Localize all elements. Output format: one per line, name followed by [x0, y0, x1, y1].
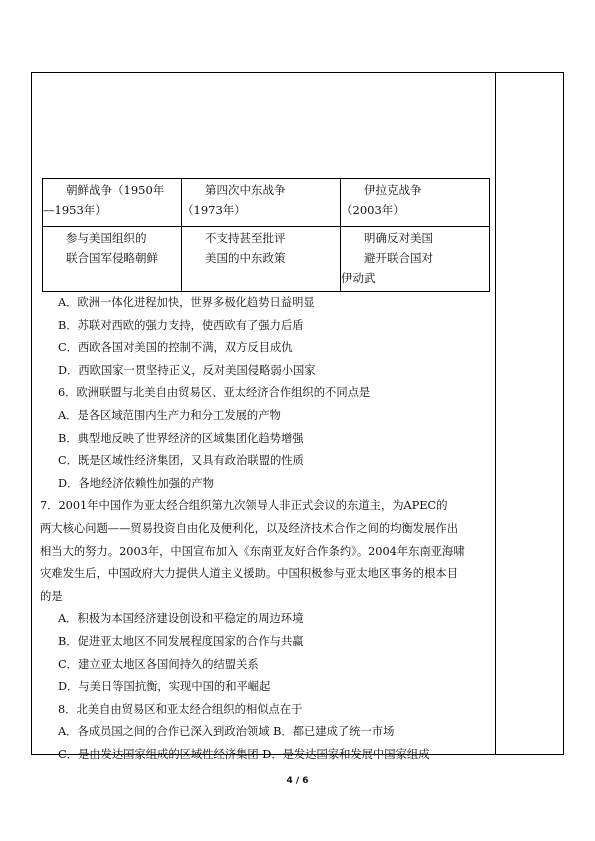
question-text — [40, 292, 492, 766]
table-body-row — [43, 227, 490, 292]
text-line: 的是 — [40, 589, 63, 603]
text-line: 两大核心问题——贸易投资自由化及便利化，以及经济技术合作之间的均衡发展作出 — [40, 521, 458, 535]
text-line: B．促进亚太地区不同发展程度国家的合作与共赢 — [58, 634, 304, 648]
text-line: D．各地经济依赖性加强的产物 — [58, 476, 214, 490]
table-cell-iraq-stance: 明确反对美国 避开联合国对 伊动武 — [341, 227, 490, 292]
text-line: A．积极为本国经济建设创设和平稳定的周边环境 — [58, 612, 304, 626]
text-line: 相当大的努力。2003年，中国宣布加入《东南亚友好合作条约》。2004年东南亚海啸 — [40, 544, 465, 558]
text-line: A．欧洲一体化进程加快，世界多极化趋势日益明显 — [58, 296, 315, 309]
table-header-row — [43, 179, 490, 227]
text-line: 8．北美自由贸易区和亚太经合组织的相似点在于 — [58, 702, 303, 716]
text-line: B．苏联对西欧的强力支持，使西欧有了强力后盾 — [58, 318, 304, 332]
table-cell-korean-war: 朝鲜战争（1950年 —1953年） — [43, 179, 182, 227]
table-cell-fourth-middle-east-war: 第四次中东战争 （1973年） — [182, 179, 341, 227]
margin-column-divider — [495, 72, 496, 755]
text-line: D．西欧国家一贯坚持正义，反对美国侵略弱小国家 — [58, 363, 316, 377]
text-line: C．西欧各国对美国的控制不满，双方反目成仇 — [58, 341, 293, 355]
table-cell-korean-war-stance: 参与美国组织的 联合国军侵略朝鲜 — [43, 227, 182, 292]
text-line: C．建立亚太地区各国间持久的结盟关系 — [58, 657, 259, 671]
text-line: C．是由发达国家组成的区域性经济集团 D．是发达国家和发展中国家组成 — [58, 747, 430, 761]
text-line: C．既是区域性经济集团，又具有政治联盟的性质 — [58, 454, 304, 468]
wars-comparison-table — [42, 178, 490, 292]
text-line: 7．2001年中国作为亚太经合组织第九次领导人非正式会议的东道主，为APEC的 — [40, 499, 448, 513]
table-cell-iraq-war: 伊拉克战争 （2003年） — [341, 179, 490, 227]
page-number: 4 / 6 — [286, 776, 309, 786]
text-line: A．是各区域范围内生产力和分工发展的产物 — [58, 408, 281, 422]
text-line: 灾难发生后，中国政府大力提供人道主义援助。中国积极参与亚太地区事务的根本目 — [40, 567, 458, 581]
text-line: A．各成员国之间的合作已深入到政治领域 B．都已建成了统一市场 — [58, 725, 395, 739]
text-line: 6．欧洲联盟与北美自由贸易区、亚太经济合作组织的不同点是 — [58, 386, 371, 400]
table-cell-middle-east-stance: 不支持甚至批评 美国的中东政策 — [182, 227, 341, 292]
text-line: B．典型地反映了世界经济的区域集团化趋势增强 — [58, 431, 304, 445]
text-line: D．与美日等国抗衡，实现中国的和平崛起 — [58, 680, 271, 694]
